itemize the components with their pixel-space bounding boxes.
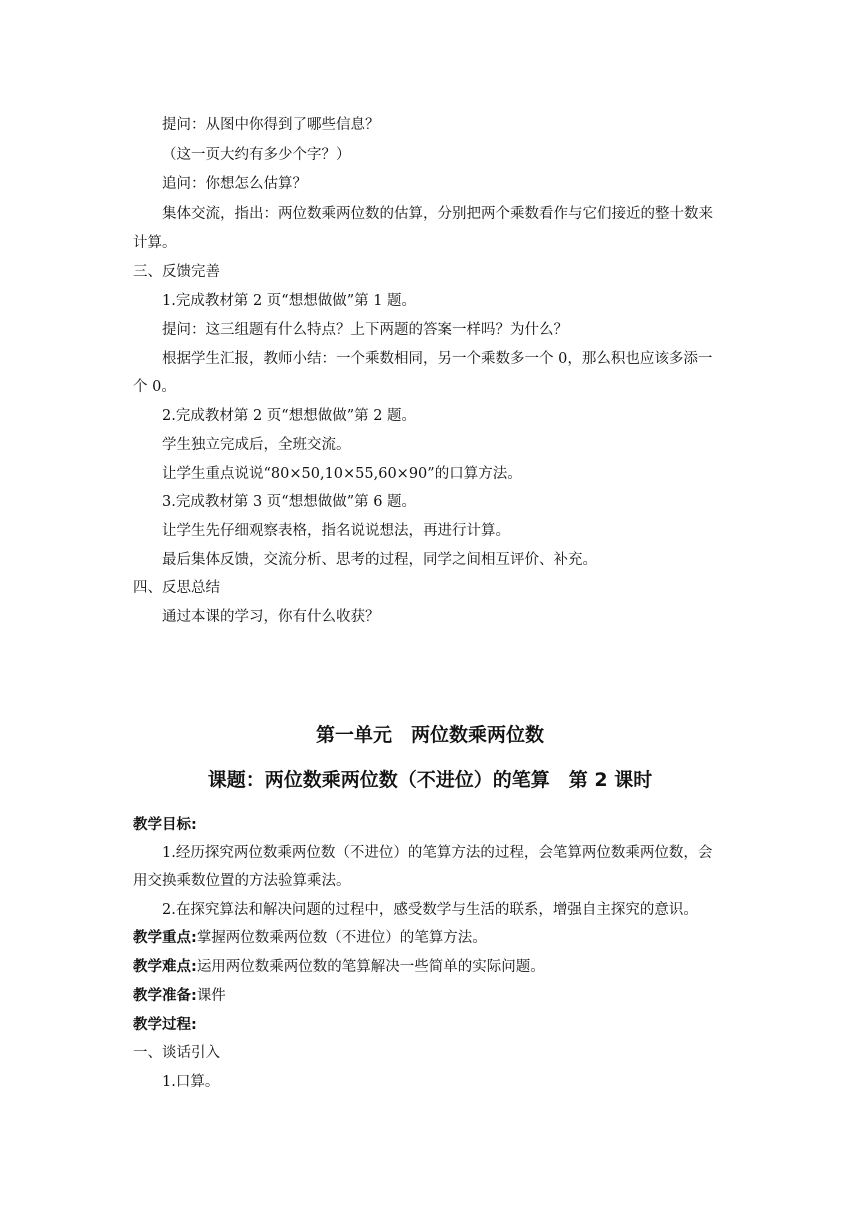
step-1-heading: 一、谈话引入 [133, 1045, 220, 1061]
difficulty-label: 教学难点: [133, 959, 197, 975]
section-heading-feedback: 三、反馈完善 [133, 264, 220, 280]
exercise-item-1: 1.完成教材第 2 页“想想做做”第 1 题。 [162, 293, 417, 309]
unit-title: 第一单元 两位数乘两位数 [315, 724, 544, 746]
key-point-label: 教学重点: [133, 930, 197, 946]
table-observation-paragraph: 让学生先仔细观察表格，指名说说想法，再进行计算。 [162, 523, 510, 539]
section-heading-reflection: 四、反思总结 [133, 580, 220, 596]
teacher-summary-line2: 个 0。 [133, 379, 176, 395]
difficulty-text: 运用两位数乘两位数的笔算解决一些简单的实际问题。 [196, 959, 545, 975]
followup-question: 追问：你想怎么估算？ [162, 176, 307, 192]
difficulty-row [133, 957, 545, 977]
teacher-summary-line1: 根据学生汇报，教师小结：一个乘数相同，另一个乘数多一个 0，那么积也应该多添一 [162, 351, 713, 367]
process-label: 教学过程: [133, 1017, 197, 1033]
step-1-item-1: 1.口算。 [162, 1074, 220, 1090]
exercise-question: 提问：这三组题有什么特点？上下两题的答案一样吗？为什么？ [162, 322, 568, 338]
key-point-row [133, 928, 487, 948]
preparation-text: 课件 [196, 988, 226, 1004]
goal-1-line1: 1.经历探究两位数乘两位数（不进位）的笔算方法的过程，会笔算两位数乘两位数，会 [162, 845, 713, 861]
goal-1-line2: 用交换乘数位置的方法验算乘法。 [133, 873, 351, 889]
collective-feedback-paragraph: 最后集体反馈，交流分析、思考的过程，同学之间相互评价、补充。 [162, 552, 597, 568]
reflection-question: 通过本课的学习，你有什么收获？ [162, 609, 380, 625]
goal-2: 2.在探究算法和解决问题的过程中，感受数学与生活的联系，增强自主探究的意识。 [162, 902, 698, 918]
mental-math-paragraph: 让学生重点说说“80×50,10×55,60×90”的口算方法。 [162, 466, 522, 482]
independent-work-paragraph: 学生独立完成后，全班交流。 [162, 437, 351, 453]
topic-title: 课题：两位数乘两位数（不进位）的笔算 第 2 课时 [207, 769, 653, 791]
preparation-label: 教学准备: [133, 988, 197, 1004]
preparation-row [133, 986, 226, 1006]
discussion-paragraph-line1: 集体交流，指出：两位数乘两位数的估算，分别把两个乘数看作与它们接近的整十数来 [162, 206, 713, 222]
exercise-item-3: 3.完成教材第 3 页“想想做做”第 6 题。 [162, 494, 417, 510]
note-paragraph: （这一页大约有多少个字？） [162, 147, 351, 163]
goals-label: 教学目标: [133, 817, 197, 833]
question-paragraph: 提问：从图中你得到了哪些信息？ [162, 117, 380, 133]
discussion-paragraph-line2: 计算。 [133, 235, 177, 251]
key-point-text: 掌握两位数乘两位数（不进位）的笔算方法。 [196, 930, 487, 946]
exercise-item-2: 2.完成教材第 2 页“想想做做”第 2 题。 [162, 408, 417, 424]
